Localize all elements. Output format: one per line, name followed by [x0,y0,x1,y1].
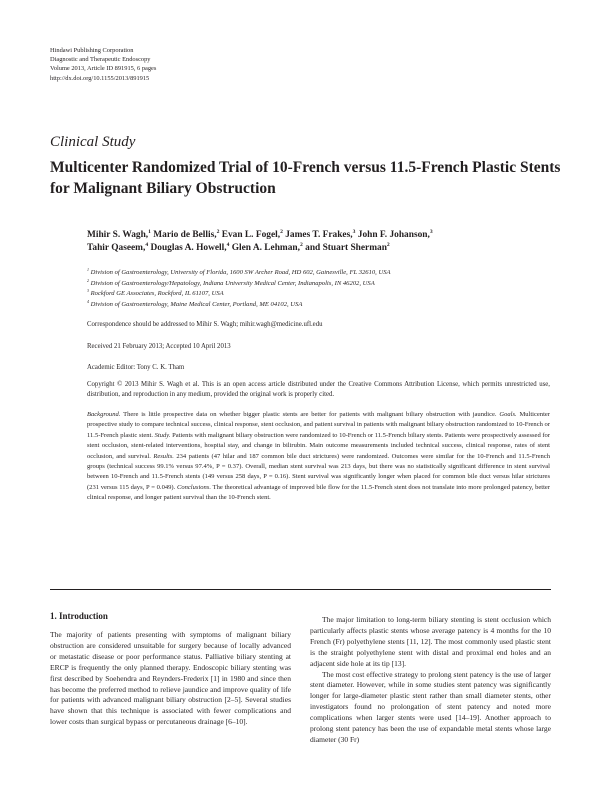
abstract-label: Conclusions. [176,483,211,491]
author: James T. Frakes,$^3$ [282,228,356,240]
abstract-label: Study. [154,431,171,439]
affiliation: $^3$ Rockford GE Associates, Rockford, IL 61107, USA [87,288,224,298]
publication-info [50,46,156,83]
doi-link[interactable]: http://dx.doi.org/10.1155/2013/891915 [50,74,150,82]
affiliations [87,268,557,310]
author: and Stuart Sherman$^2$ [302,242,390,254]
abstract [87,410,550,504]
author: John F. Johanson,$^3$ [355,228,433,240]
abstract-label: Background. [87,411,121,418]
section-divider [50,589,551,590]
journal-name: Diagnostic and Therapeutic Endoscopy [50,56,151,64]
right-column [310,615,551,746]
author-line-2 [87,242,547,255]
author-list [87,229,547,256]
author: Douglas A. Howell,$^4$ [148,242,230,254]
correspondence: Correspondence should be addressed to Mihir S. Wagh; mihir.wagh@medicine.ufl.edu [87,321,323,328]
affiliation: $^1$ Division of Gastroenterology, University of Florida, 1600 SW Archer Road, HD 602, Gainesville, FL 32610, USA [87,266,391,276]
abstract-label: Goals. [499,411,517,418]
publisher: Hindawi Publishing Corporation [50,47,134,54]
abstract-text: Background. There is little prospective data on whether bigger plastic stents are better for patients with malignant biliary obstruction with jaundice. Goals. Multicenter prospective study to compare technical success, clinical response, stent occlusion, and patient survival in patients with malignant biliary obstruction randomized to 10-French or 11.5-French plastic stent. Study. Patients with malignant biliary obstruction were randomized to 10-French or 11.5-French biliary stents. Patients were prospectively assessed for stent occlusion, stent-related interventions, hospital stay, and change in bilirubin. Main outcome measurements included technical success, clinical response, rates of stent occlusion, and survival. Results. 234 patients (47 hilar and 187 common bile duct strictures) were randomized. Outcomes were similar for the 10-French and 11.5-French groups (technical success 99.1% versus 97.4%, P = 0.37). Overall, median stent survival was 213 days, but there was no statistically significant difference in stent survival between 10-French and 11.5-French stents (149 versus 258 days, P = 0.16). Stent survival was significantly longer when placed for common bile duct versus hilar strictures (231 versus 115 days, P = 0.049). Conclusions. The theoretical advantage of improved bile flow for the 11.5-French stent does not translate into more prolonged patency, better clinical response, and longer patient survival than the 10-French stent. [87,411,550,502]
received-dates: Received 21 February 2013; Accepted 10 April 2013 [87,343,231,350]
paragraph: The most cost effective strategy to prolong stent patency is the use of larger stent diameter. However, while in some studies stent patency was significantly longer for large-diameter plastic stent rather than small diameter stents, other investigators found no prolongation of stent patency and noted more complications when larger stents were used [14–19]. Another approach to prolong stent patency has been the use of expandable metal stents whose large diameter (30 Fr) [310,669,551,744]
paragraph: The major limitation to long-term biliary stenting is stent occlusion which particularly affects plastic stents whose average patency is 4 months for the 10 French (Fr) polyethylene stents [11, 12]. The most commonly used plastic stent is the straight polyethylene stent with distal and proximal end holes and an adjacent side hole at its tip [13]. [310,615,551,668]
left-column [50,611,291,728]
author: Evan L. Fogel,$^2$ [219,228,283,240]
copyright-notice: Copyright © 2013 Mihir S. Wagh et al. This is an open access article distributed under the Creative Commons Attribution License, which permits unrestricted use, distribution, and reproduction in any medium, provided the original work is properly cited. [87,381,550,399]
volume-info: Volume 2013, Article ID 891915, 6 pages [50,65,157,73]
affiliation: $^2$ Division of Gastroenterology/Hepatology, Indiana University Medical Center, Indianapolis, IN 46202, USA [87,277,375,287]
section-heading: 1. Introduction [50,611,108,621]
article-title: Multicenter Randomized Trial of 10-French versus 11.5-French Plastic Stents for Malignant Biliary Obstruction [50,159,561,197]
abstract-label: Results. [153,452,174,460]
article-type: Clinical Study [50,134,136,150]
author: Mario de Bellis,$^2$ [150,228,220,240]
academic-editor: Academic Editor: Tony C. K. Tham [87,364,185,371]
author: Glen A. Lehman,$^2$ [229,242,303,254]
author: Tahir Qaseem,$^4$ [87,242,149,254]
paragraph: The majority of patients presenting with symptoms of malignant biliary obstruction are considered unsuitable for surgery because of locally advanced or metastatic disease or poor performance status. Palliative biliary stenting at ERCP is frequently the only planned therapy. Endoscopic biliary stenting was first described by Soehendra and Reynders-Frederix [1] in 1980 and since then has become the preferred method to relieve jaundice and improve quality of life for patients with advanced malignant biliary obstruction [2–5]. Several studies have shown that this technique is associated with fewer complications and lower costs than surgical bypass or percutaneous drainage [6–10]. [50,630,291,727]
author-line-1 [87,229,547,242]
author: Mihir S. Wagh,$^1$ [87,228,151,240]
affiliation: $^4$ Division of Gastroenterology, Maine Medical Center, Portland, ME 04102, USA [87,298,303,308]
